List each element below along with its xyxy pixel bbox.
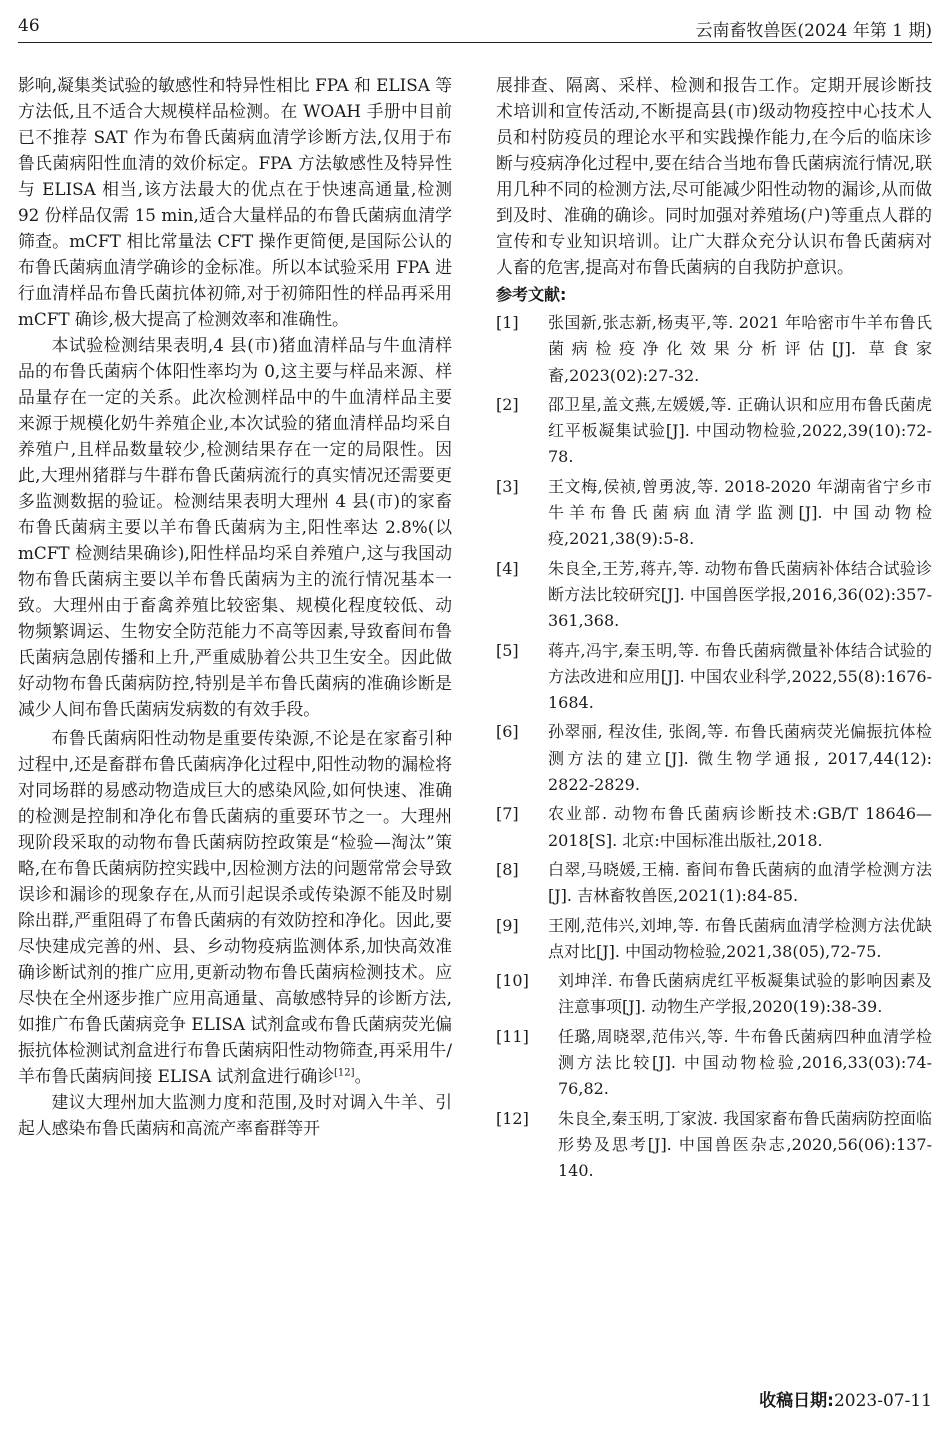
reference-text: 朱良全,王芳,蒋卉,等. 动物布鲁氏菌病补体结合试验诊断方法比较研究[J]. 中国兽医学报,2016,36(02):357-361,368. xyxy=(548,558,932,631)
reference-item xyxy=(496,638,932,717)
reference-text: 张国新,张志新,杨夷平,等. 2021 年哈密市牛羊布鲁氏菌病检疫净化效果分析评估[J]. 草食家畜,2023(02):27-32. xyxy=(548,313,932,385)
reference-number: [9] xyxy=(496,915,519,935)
paragraph: 建议大理州加大监测力度和范围,及时对调入牛羊、引起人感染布鲁氏菌病和高流产率畜群等开 xyxy=(18,1092,452,1138)
received-label: 收稿日期: xyxy=(759,1391,834,1411)
reference-item xyxy=(496,801,932,854)
reference-text: 邵卫星,盖文燕,左媛媛,等. 正确认识和应用布鲁氏菌虎红平板凝集试验[J]. 中国动物检验,2022,39(10):72-78. xyxy=(548,394,932,467)
reference-item xyxy=(496,556,932,635)
reference-item xyxy=(496,474,932,553)
reference-number: [7] xyxy=(496,804,519,824)
reference-number: [6] xyxy=(496,722,519,742)
paragraph: 展排查、隔离、采样、检测和报告工作。定期开展诊断技术培训和宣传活动,不断提高县(市)级动物疫控中心技术人员和村防疫员的理论水平和实践操作能力,在今后的临床诊断与疫病净化过程中,要在结合当地布鲁氏菌病流行情况,联用几种不同的检测方法,尽可能减少阳性动物的漏诊,从而做到及时、准确的确诊。同时加强对养殖场(户)等重点人群的宣传和专业知识培训。让广大群众充分认识布鲁氏菌病对人畜的危害,提高对布鲁氏菌病的自我防护意识。 xyxy=(496,75,932,277)
reference-number: [1] xyxy=(496,313,519,332)
reference-text: 农业部. 动物布鲁氏菌病诊断技术:GB/T 18646—2018[S]. 北京:中国标准出版社,2018. xyxy=(548,804,932,850)
page-number: 46 xyxy=(18,16,40,36)
paragraph-end: 。 xyxy=(354,1066,372,1086)
reference-item xyxy=(496,1024,932,1103)
received-value: 2023-07-11 xyxy=(833,1391,932,1411)
reference-item xyxy=(496,392,932,471)
reference-number: [3] xyxy=(496,476,519,496)
reference-item xyxy=(496,310,932,389)
reference-text: 刘坤洋. 布鲁氏菌病虎红平板凝集试验的影响因素及注意事项[J]. 动物生产学报,2020(19):38-39. xyxy=(558,971,932,1017)
journal-title: 云南畜牧兽医(2024 年第 1 期) xyxy=(695,21,932,41)
reference-number: [12] xyxy=(496,1108,529,1128)
reference-item xyxy=(496,719,932,798)
reference-list xyxy=(496,310,932,1185)
paragraph xyxy=(18,725,452,1089)
received-date xyxy=(759,1386,932,1411)
paragraph: 影响,凝集类试验的敏感性和特异性相比 FPA 和 ELISA 等方法低,且不适合大规模样品检测。在 WOAH 手册中目前已不推荐 SAT 作为布鲁氏菌病血清学诊断方法,仅用于布鲁氏菌病阳性血清的效价标定。FPA 方法敏感性及特异性与 ELISA 相当,该方法最大的优点在于快速高通量,检测 92 份样品仅需 15 min,适合大量样品的布鲁氏菌病血清学筛查。mCFT 相比常量法 CFT 操作更简便,是国际公认的布鲁氏菌病血清学确诊的金标准。所以本试验采用 FPA 进行血清样品布鲁氏菌抗体初筛,对于初筛阳性的样品再采用 mCFT 确诊,极大提高了检测效率和准确性。 xyxy=(18,75,452,329)
page-header xyxy=(18,6,932,43)
paragraph: 本试验检测结果表明,4 县(市)猪血清样品与牛血清样品的布鲁氏菌病个体阳性率均为 0,这主要与样品来源、样品量存在一定的关系。此次检测样品中的牛血清样品主要来源于规模化奶牛养殖企业,本次试验的猪血清样品均采自养殖户,且样品数量较少,检测结果存在一定的局限性。因此,大理州猪群与牛群布鲁氏菌病流行的真实情况还需要更多监测数据的验证。检测结果表明大理州 4 县(市)的家畜布鲁氏菌病主要以羊布鲁氏菌病为主,阳性率达 2.8%(以 mCFT 检测结果确诊),阳性样品均采自养殖户,这与我国动物布鲁氏菌病主要以羊布鲁氏菌病为主的流行情况基本一致。大理州由于畜禽养殖比较密集、规模化程度较低、动物频繁调运、生物安全防范能力不高等因素,导致畜间布鲁氏菌病急剧传播和上升,严重威胁着公共卫生安全。因此做好动物布鲁氏菌病防控,特别是羊布鲁氏菌病的准确诊断是减少人间布鲁氏菌病发病数的有效手段。 xyxy=(18,335,452,719)
reference-item xyxy=(496,857,932,910)
reference-number: [2] xyxy=(496,394,519,414)
citation[interactable]: [12] xyxy=(334,1067,355,1079)
reference-text: 蒋卉,冯宇,秦玉明,等. 布鲁氏菌病微量补体结合试验的方法改进和应用[J]. 中国农业科学,2022,55(8):1676-1684. xyxy=(548,640,932,713)
reference-number: [4] xyxy=(496,558,519,578)
references-heading: 参考文献: xyxy=(496,285,567,304)
reference-number: [5] xyxy=(496,640,519,660)
reference-text: 孙翠丽, 程汝佳, 张阁,等. 布鲁氏菌病荧光偏振抗体检测方法的建立[J]. 微生物学通报, 2017,44(12): 2822-2829. xyxy=(548,722,932,795)
reference-item xyxy=(496,913,932,966)
reference-number: [8] xyxy=(496,859,519,879)
reference-number: [11] xyxy=(496,1026,529,1046)
reference-text: 王文梅,侯祯,曾勇波,等. 2018-2020 年湖南省宁乡市牛羊布鲁氏菌病血清学监测[J]. 中国动物检疫,2021,38(9):5-8. xyxy=(548,476,932,549)
reference-item xyxy=(496,968,932,1021)
reference-text: 朱良全,秦玉明,丁家波. 我国家畜布鲁氏菌病防控面临形势及思考[J]. 中国兽医杂志,2020,56(06):137-140. xyxy=(558,1108,932,1181)
reference-item xyxy=(496,1106,932,1185)
reference-text: 白翠,马晓媛,王楠. 畜间布鲁氏菌病的血清学检测方法[J]. 吉林畜牧兽医,2021(1):84-85. xyxy=(548,859,932,906)
paragraph-text: 布鲁氏菌病阳性动物是重要传染源,不论是在家畜引种过程中,还是畜群布鲁氏菌病净化过程中,阳性动物的漏检将对同场群的易感动物造成巨大的感染风险,如何快速、准确的检测是控制和净化布鲁氏菌病的重要环节之一。大理州现阶段采取的动物布鲁氏菌病防控政策是“检验—淘汰”策略,在布鲁氏菌病防控实践中,因检测方法的问题常常会导致误诊和漏诊的现象存在,从而引起误杀或传染源不能及时剔除出群,严重阻碍了布鲁氏菌病的有效防控和净化。因此,要尽快建成完善的州、县、乡动物疫病监测体系,加快高效准确诊断试剂的推广应用,更新动物布鲁氏菌病检测技术。应尽快在全州逐步推广应用高通量、高敏感特异的诊断方法,如推广布鲁氏菌病竞争 ELISA 试剂盒或布鲁氏菌病荧光偏振抗体检测试剂盒进行布鲁氏菌病阳性动物筛查,再采用牛/羊布鲁氏菌病间接 ELISA 试剂盒进行确诊 xyxy=(18,728,452,1086)
left-column xyxy=(18,72,452,1141)
reference-text: 王刚,范伟兴,刘坤,等. 布鲁氏菌病血清学检测方法优缺点对比[J]. 中国动物检验,2021,38(05),72-75. xyxy=(548,915,932,961)
right-column xyxy=(496,72,932,1188)
reference-text: 任璐,周晓翠,范伟兴,等. 牛布鲁氏菌病四种血清学检测方法比较[J]. 中国动物检验,2016,33(03):74-76,82. xyxy=(558,1026,932,1099)
reference-number: [10] xyxy=(496,971,529,991)
